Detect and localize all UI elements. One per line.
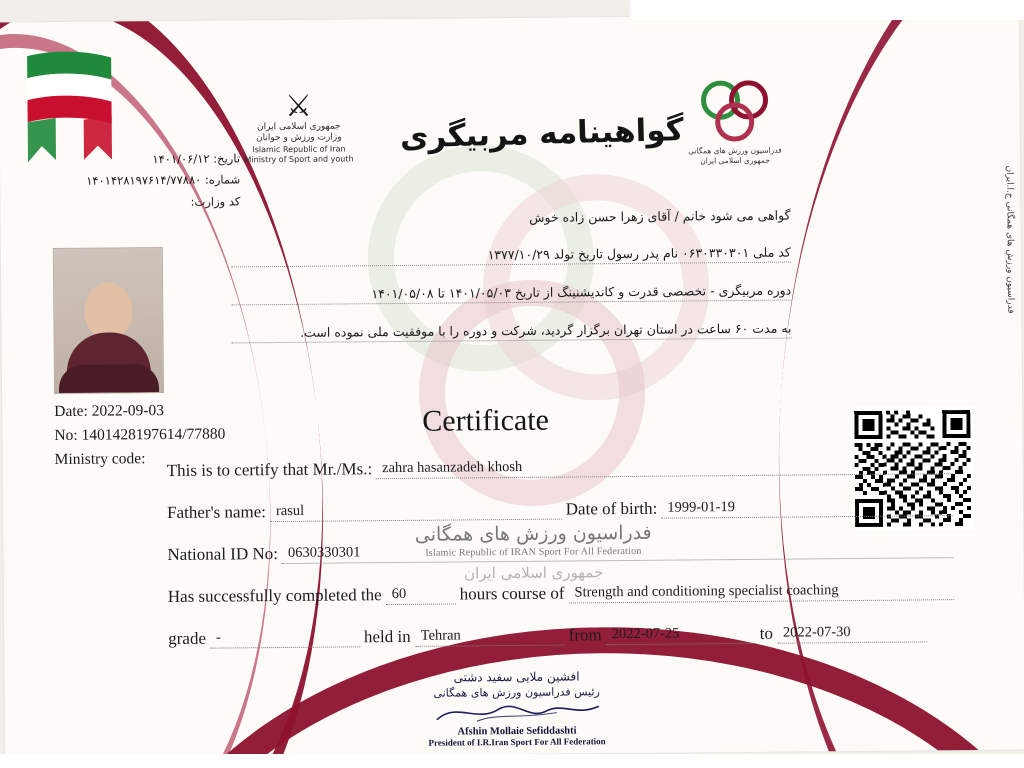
national-id-label: National ID No: — [167, 544, 279, 565]
ministry-emblem-line-1: جمهوری اسلامی ایران — [256, 121, 341, 133]
ministry-emblem-line-4: Ministry of Sport and youth — [244, 153, 354, 164]
meta-date-value: 2022-09-03 — [91, 402, 165, 420]
meta-date-row — [54, 399, 225, 425]
father-name-label: Father's name: — [167, 502, 267, 523]
meta-no-value: 1401428197614/77880 — [81, 425, 226, 444]
persian-meta-block — [60, 148, 241, 213]
dob-field — [661, 496, 953, 519]
to-value: 2022-07-30 — [782, 624, 851, 641]
from-label: from — [568, 625, 602, 645]
signature-block — [376, 669, 657, 748]
scan-bottom-strip — [0, 754, 1024, 768]
certificate-title-fa: گواهینامه مربیگری — [399, 112, 685, 156]
hours-label: hours course of — [459, 583, 565, 604]
watermark-fa-line-2: جمهوری اسلامی ایران — [463, 563, 604, 583]
dob-label: Date of birth: — [565, 498, 658, 519]
form-row-grade-place-dates — [168, 622, 958, 649]
english-form — [167, 454, 959, 671]
meta-date-label: Date: — [54, 402, 88, 420]
grade-label: grade — [168, 628, 207, 649]
signature-role-fa: رئیس فدراسیون ورزش های همگانی — [433, 685, 600, 700]
ministry-emblem-line-2: وزارت ورزش و جوانان — [256, 132, 342, 144]
portrait-photo — [53, 247, 164, 394]
held-in-field — [415, 626, 565, 647]
persian-vertical-text: فدراسیون ورزش های همگانی ج.ا.ایران — [1004, 165, 1016, 314]
held-in-label: held in — [363, 626, 411, 647]
held-in-value: Tehran — [420, 627, 461, 644]
father-name-field — [270, 500, 562, 523]
grade-field — [210, 627, 360, 648]
certificate-title-en: Certificate — [422, 403, 550, 438]
completed-label: Has successfully completed the — [167, 585, 382, 607]
persian-meta-date: تاریخ: ۱۴۰۱/۰۶/۱۲ — [152, 151, 241, 167]
persian-body — [230, 208, 791, 364]
certify-value: zahra hasanzadeh khosh — [382, 458, 523, 477]
persian-body-line-2: کد ملی ۰۶۳۰۳۳۰۳۰۱ نام پدر رسول تاریخ تولد ۱۳۷۷/۱۰/۲۹ — [231, 245, 791, 268]
course-value: Strength and conditioning specialist coaching — [574, 582, 839, 601]
meta-no-label: No: — [54, 426, 78, 445]
ministry-emblem — [233, 91, 364, 192]
from-field — [606, 624, 756, 645]
federation-logo-line-2: جمهوری اسلامی ایران — [700, 155, 770, 166]
ministry-emblem-line-3: Islamic Republic of Iran — [252, 143, 346, 154]
federation-logo-line-1: فدراسیون ورزش های همگانی — [688, 145, 782, 156]
persian-body-line-3: دوره مربیگری - تخصصی قدرت و کاندیشنینگ از تاریخ ۱۴۰۱/۰۵/۰۳ تا ۱۴۰۱/۰۵/۰۸ — [231, 283, 791, 306]
persian-body-line-1: گواهی می شود خانم / آقای زهرا حسن زاده خوش — [529, 207, 791, 225]
certificate-paper — [0, 14, 1024, 759]
signature-name-fa: افشین ملایی سفید دشتی — [453, 669, 580, 685]
hours-field — [386, 584, 456, 605]
persian-meta-ministry-code: کد وزارت: — [190, 193, 241, 209]
meta-ministry-code-label: Ministry code: — [54, 450, 146, 469]
scan-top-strip — [630, 0, 1024, 20]
signature-name-en: Afshin Mollaie Sefiddashti — [457, 725, 577, 738]
course-field — [568, 580, 953, 603]
signature-scribble-icon — [417, 698, 617, 726]
photo-face — [84, 282, 132, 338]
national-id-value: 0630330301 — [287, 544, 361, 561]
persian-meta-number: شماره: ۱۴۰۱۴۲۸۱۹۷۶۱۴/۷۷۸۸۰ — [86, 172, 241, 188]
form-row-course — [168, 580, 958, 607]
meta-no-row — [54, 423, 225, 449]
federation-rings-icon — [686, 78, 783, 145]
certify-field — [376, 454, 953, 479]
hours-value: 60 — [391, 585, 407, 603]
to-label: to — [759, 623, 774, 643]
national-id-field — [282, 538, 954, 564]
form-row-national-id — [167, 538, 957, 565]
dob-value: 1999-01-19 — [667, 499, 736, 516]
certify-label: This is to certify that Mr./Ms.: — [166, 459, 373, 481]
watermark-en-line: Islamic Republic of IRAN Sport For All Federation — [425, 545, 642, 559]
grade-value: - — [215, 629, 221, 646]
watermark-fa-line-1: فدراسیون ورزش های همگانی — [414, 521, 652, 546]
signature-role-en: President of I.R.Iran Sport For All Federation — [428, 736, 606, 748]
photo-shoulders — [59, 364, 159, 394]
form-row-father-dob — [167, 496, 957, 523]
persian-body-line-4: به مدت ۶۰ ساعت در استان تهران برگزار گردید، شرکت و دوره را با موفقیت ملی نموده است. — [231, 321, 791, 344]
ministry-emblem-icon: ⚔ — [284, 89, 313, 123]
to-field — [777, 622, 927, 643]
father-name-value: rasul — [275, 502, 305, 520]
from-value: 2022-07-25 — [611, 625, 680, 643]
